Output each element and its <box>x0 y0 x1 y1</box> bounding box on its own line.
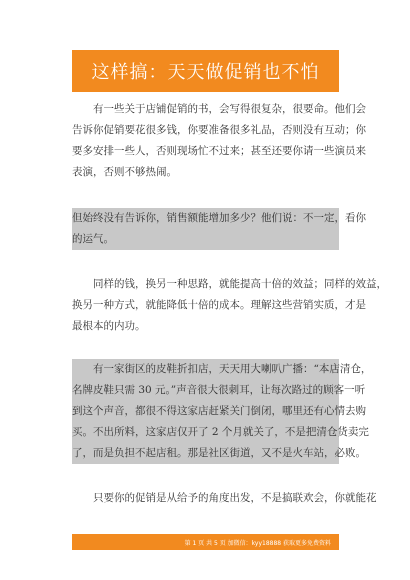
text-line: 有一些关于店铺促销的书，会写得很复杂，很要命。他们会 <box>93 103 366 115</box>
page-title: 这样搞：天天做促销也不怕 <box>91 62 320 83</box>
text-line: 要多安排一些人，否则现场忙不过来；甚至还要你请一些演员来 <box>72 145 366 157</box>
paragraph-2-highlighted <box>72 208 366 250</box>
text-line: 有一家街区的皮鞋折扣店，天天用大喇叭广播：“本店清仓， <box>72 359 339 380</box>
text-line: 同样的钱，换另一种思路，就能提高十倍的效益；同样的效益， <box>93 278 387 290</box>
paragraph-1 <box>72 99 366 183</box>
paragraph-3 <box>72 274 387 337</box>
text-line: 名牌皮鞋只需 30 元。”声音很大很刺耳，让每次路过的顾客一听 <box>72 380 339 401</box>
text-line: 表演，否则不够热闹。 <box>72 166 177 178</box>
text-line: 买。不出所料，这家店仅开了 2 个月就关了，不是把清仓货卖完 <box>72 422 339 443</box>
text-line: 了，而是负担不起店租。那是社区街道，又不是火车站，必败。 <box>72 443 339 464</box>
page-footer <box>72 534 339 550</box>
text-line: 但始终没有告诉你，销售额能增加多少？他们说：不一定，看你 <box>72 208 339 229</box>
text-line: 换另一种方式，就能降低十倍的成本。理解这些营销实质，才是 <box>72 299 366 311</box>
paragraph-4-highlighted <box>72 359 372 464</box>
text-line: 最根本的内功。 <box>72 320 146 332</box>
text-line: 只要你的促销是从给予的角度出发，不是搞联欢会，你就能花 <box>93 492 377 504</box>
footer-text: 第 1 页 共 5 页 加微信：kyy18888 获取更多免费资料 <box>184 539 331 547</box>
title-banner <box>72 50 339 92</box>
text-line: 告诉你促销要花很多钱，你要准备很多礼品，否则没有互动；你 <box>72 124 366 136</box>
text-line: 到这个声音，都很不得这家店赶紧关门倒闭，哪里还有心情去购 <box>72 401 339 422</box>
paragraph-5 <box>72 488 377 509</box>
text-line: 的运气。 <box>72 229 339 250</box>
